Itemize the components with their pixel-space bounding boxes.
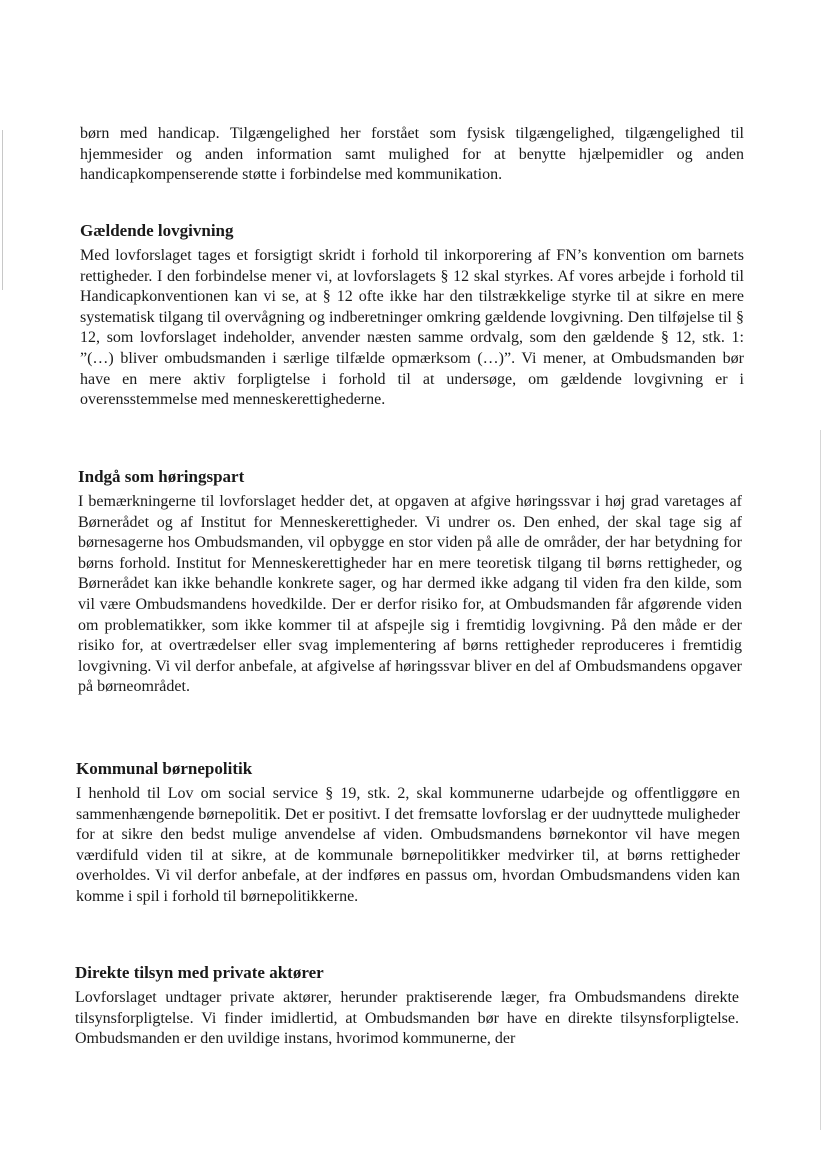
section-paragraph: Lovforslaget undtager private aktører, herunder praktiserende læger, fra Ombudsmandens direkte tilsynsforpligtelse. Vi finder imidlertid, at Ombudsmanden bør have en direkte tilsynsforpligtelse. Ombudsmanden er den uvildige instans, hvorimod kommunerne, der xyxy=(75,989,739,1048)
section-heading: Direkte tilsyn med private aktører xyxy=(75,963,324,982)
intro-paragraph: børn med handicap. Tilgængelighed her forstået som fysisk tilgængelighed, tilgængelighed til hjemmesider og anden information samt mulighed for at benytte hjælpemidler og anden handicapkompenserende støtte i forbindelse med kommunikation. xyxy=(80,125,744,184)
section-heading: Gældende lovgivning xyxy=(80,221,234,240)
section-paragraph: I bemærkningerne til lovforslaget hedder det, at opgaven at afgive høringssvar i høj grad varetages af Børnerådet og af Institut for Menneskerettigheder. Vi undrer os. Den enhed, der skal tage sig af børnesagerne hos Ombudsmanden, vil opbygge en stor viden på alle de områder, der har betydning for børns forhold. Institut for Menneskerettigheder har en mere teoretisk tilgang til børns rettigheder, og Børnerådet kan ikke behandle konkrete sager, og har dermed ikke adgang til viden fra den kilde, som vil være Ombudsmandens hovedkilde. Der er derfor risiko for, at Ombudsmanden får afgørende viden om problematikker, som ikke kommer til at afspejle sig i fremtidig lovgivning. På den måde er der risiko for, at overtrædelser eller svag implementering af børns rettigheder reproduceres i fremtidig lovgivning. Vi vil derfor anbefale, at afgivelse af høringssvar bliver en del af Ombudsmandens opgaver på børneområdet. xyxy=(78,493,742,696)
intro-block xyxy=(80,124,744,186)
section-heading: Kommunal børnepolitik xyxy=(76,759,253,778)
section-kommunal-boernepolitik xyxy=(76,758,740,908)
section-paragraph: Med lovforslaget tages et forsigtigt skridt i forhold til inkorporering af FN’s konvention om barnets rettigheder. I den forbindelse mener vi, at lovforslagets § 12 skal styrkes. Af vores arbejde i forhold til Handicapkonventionen kan vi se, at § 12 ofte ikke har den tilstrækkelige styrke til at sikre en mere systematisk tilgang til overvågning og indberetninger omkring gældende lovgivning. Den tilføjelse til § 12, som lovforslaget indeholder, anvender næsten samme ordvalg, som den gældende § 12, stk. 1: ”(…) bliver ombudsmanden i særlige tilfælde opmærksom (…)”. Vi mener, at Ombudsmanden bør have en mere aktiv forpligtelse i forhold til at undersøge, om gældende lovgivning er i overensstemmelse med menneskerettighederne. xyxy=(80,247,744,409)
section-gaeldende-lovgivning xyxy=(80,220,744,411)
section-direkte-tilsyn xyxy=(75,962,739,1050)
section-indgaa-som-hoeringspart xyxy=(78,466,742,698)
section-paragraph: I henhold til Lov om social service § 19, stk. 2, skal kommunerne udarbejde og offentliggøre en sammenhængende børnepolitik. Det er positivt. I det fremsatte lovforslag er der uudnyttede muligheder for at sikre den bedst mulige anvendelse af viden. Ombudsmandens børnekontor vil have megen værdifuld viden til at sikre, at de kommunale børnepolitikker medvirker til, at børns rettigheder overholdes. Vi vil derfor anbefale, at der indføres en passus om, hvordan Ombudsmandens viden kan komme i spil i forhold til børnepolitikkerne. xyxy=(76,785,740,905)
section-heading: Indgå som høringspart xyxy=(78,467,245,486)
